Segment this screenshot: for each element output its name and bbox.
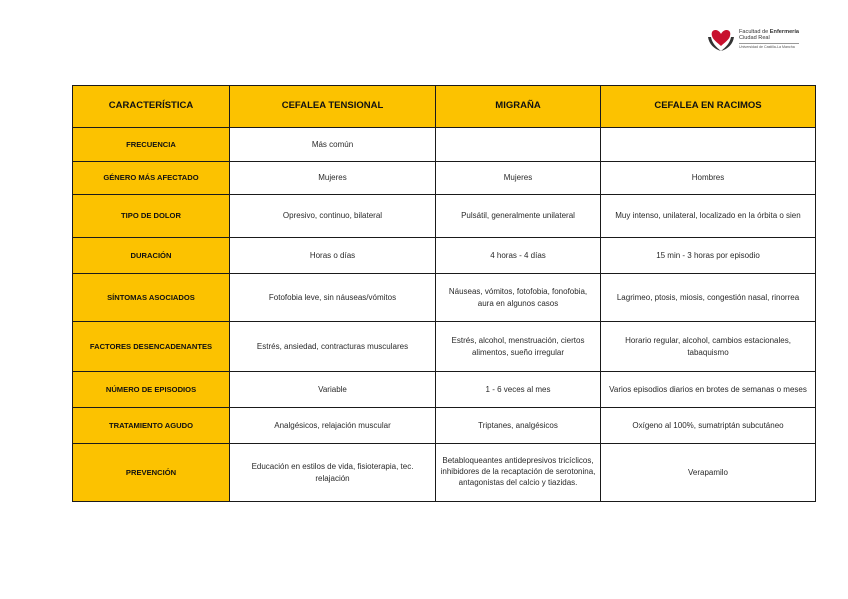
cell-migrana: Betabloqueantes antidepresivos tricíclicos, inhibidores de la recaptación de serotonina, antagonistas del calcio y tiazidas. bbox=[436, 444, 601, 502]
cell-racimos: Oxígeno al 100%, sumatriptán subcutáneo bbox=[601, 408, 816, 444]
cell-migrana: Náuseas, vómitos, fotofobia, fonofobia, aura en algunos casos bbox=[436, 274, 601, 322]
cell-racimos bbox=[601, 128, 816, 162]
row-label: NÚMERO DE EPISODIOS bbox=[73, 372, 230, 408]
logo-university: Universidad de Castilla-La Mancha bbox=[739, 43, 799, 49]
table-row bbox=[73, 274, 816, 322]
row-label: TRATAMIENTO AGUDO bbox=[73, 408, 230, 444]
row-label: FACTORES DESENCADENANTES bbox=[73, 322, 230, 372]
header-migrana: MIGRAÑA bbox=[436, 86, 601, 128]
table-row bbox=[73, 444, 816, 502]
cell-tensional: Mujeres bbox=[230, 162, 436, 195]
faculty-logo bbox=[706, 24, 810, 54]
cell-racimos: Lagrimeo, ptosis, miosis, congestión nasal, rinorrea bbox=[601, 274, 816, 322]
header-cefalea-racimos: CEFALEA EN RACIMOS bbox=[601, 86, 816, 128]
table-row bbox=[73, 372, 816, 408]
table-row bbox=[73, 238, 816, 274]
cell-tensional: Variable bbox=[230, 372, 436, 408]
row-label: GÉNERO MÁS AFECTADO bbox=[73, 162, 230, 195]
cell-racimos: Hombres bbox=[601, 162, 816, 195]
table-header-row bbox=[73, 86, 816, 128]
cell-migrana: 1 - 6 veces al mes bbox=[436, 372, 601, 408]
table-row bbox=[73, 162, 816, 195]
row-label: FRECUENCIA bbox=[73, 128, 230, 162]
cell-migrana bbox=[436, 128, 601, 162]
cell-tensional: Analgésicos, relajación muscular bbox=[230, 408, 436, 444]
cell-migrana: Mujeres bbox=[436, 162, 601, 195]
row-label: SÍNTOMAS ASOCIADOS bbox=[73, 274, 230, 322]
row-label: TIPO DE DOLOR bbox=[73, 195, 230, 238]
cell-migrana: Estrés, alcohol, menstruación, ciertos alimentos, sueño irregular bbox=[436, 322, 601, 372]
headache-comparison-table bbox=[72, 85, 816, 502]
table-row bbox=[73, 128, 816, 162]
cell-racimos: 15 min - 3 horas por episodio bbox=[601, 238, 816, 274]
table-row bbox=[73, 322, 816, 372]
logo-city: Ciudad Real bbox=[739, 35, 770, 42]
cell-tensional: Opresivo, continuo, bilateral bbox=[230, 195, 436, 238]
cell-migrana: 4 horas - 4 días bbox=[436, 238, 601, 274]
cell-tensional: Horas o días bbox=[230, 238, 436, 274]
row-label: PREVENCIÓN bbox=[73, 444, 230, 502]
cell-tensional: Estrés, ansiedad, contracturas musculares bbox=[230, 322, 436, 372]
cell-migrana: Pulsátil, generalmente unilateral bbox=[436, 195, 601, 238]
cell-racimos: Horario regular, alcohol, cambios estacionales, tabaquismo bbox=[601, 322, 816, 372]
table-row bbox=[73, 195, 816, 238]
table-row bbox=[73, 408, 816, 444]
logo-faculty-name: Facultad de Enfermería bbox=[739, 29, 800, 36]
hands-heart-icon bbox=[706, 25, 736, 53]
cell-racimos: Varios episodios diarios en brotes de semanas o meses bbox=[601, 372, 816, 408]
header-caracteristica: CARACTERÍSTICA bbox=[73, 86, 230, 128]
cell-racimos: Verapamilo bbox=[601, 444, 816, 502]
row-label: DURACIÓN bbox=[73, 238, 230, 274]
cell-tensional: Educación en estilos de vida, fisioterapia, tec. relajación bbox=[230, 444, 436, 502]
cell-migrana: Triptanes, analgésicos bbox=[436, 408, 601, 444]
cell-racimos: Muy intenso, unilateral, localizado en la órbita o sien bbox=[601, 195, 816, 238]
cell-tensional: Fotofobia leve, sin náuseas/vómitos bbox=[230, 274, 436, 322]
header-cefalea-tensional: CEFALEA TENSIONAL bbox=[230, 86, 436, 128]
cell-tensional: Más común bbox=[230, 128, 436, 162]
